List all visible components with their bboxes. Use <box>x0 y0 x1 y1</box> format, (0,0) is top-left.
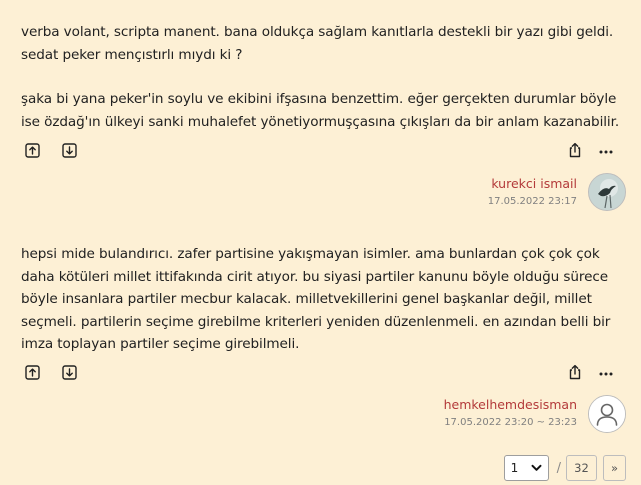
bird-avatar-icon <box>589 174 625 210</box>
more-button[interactable] <box>597 363 615 381</box>
more-icon <box>599 143 613 157</box>
more-icon <box>599 365 613 379</box>
entry-content <box>21 243 621 356</box>
entry-actions <box>21 141 625 159</box>
page-separator: / <box>556 460 561 476</box>
entry-actions <box>21 363 625 381</box>
next-page-button[interactable] <box>603 455 626 481</box>
downvote-button[interactable] <box>60 363 78 381</box>
share-icon <box>567 364 583 380</box>
author-name[interactable]: hemkelhemdesisman <box>443 397 577 412</box>
chevron-down-icon <box>531 464 542 472</box>
more-button[interactable] <box>597 141 615 159</box>
downvote-icon <box>62 365 77 380</box>
author-info <box>488 176 577 207</box>
page-select[interactable] <box>504 455 549 481</box>
next-page-label: » <box>610 461 619 475</box>
entry-date[interactable]: 17.05.2022 23:17 <box>487 196 577 207</box>
upvote-button[interactable] <box>23 141 41 159</box>
entry-paragraph: hepsi mide bulandırıcı. zafer partisine yakışmayan isimler. ama bunlardan çok çok çok daha kötüleri millet ittifakında cirit atıyor. bu siyasi partiler kanunu böyle olduğu sürece böyle insanlara partiler mecbur kalacak. milletvekillerini genel başkanlar değil, millet seçmeli. partilerin seçime girebilme kriterleri yeniden düzenlenmeli. en azından belli bir imza toplayan partiler seçime girebilmeli. <box>21 246 611 352</box>
author-name[interactable]: kurekci ismail <box>491 176 577 191</box>
entry-paragraph: şaka bi yana peker'in soylu ve ekibini ifşasına benzettim. eğer gerçekten durumlar böyle ise özdağ'ın ülkeyi sanki muhalefet yönetiyormuşçasına çıkışları da bir anlam kazanabilir. <box>21 91 620 130</box>
avatar[interactable] <box>588 173 626 211</box>
upvote-button[interactable] <box>23 363 41 381</box>
entry-date[interactable]: 17.05.2022 23:20 ~ 23:23 <box>444 417 577 428</box>
author-info <box>444 397 577 428</box>
entry <box>21 21 621 133</box>
pagination <box>504 455 626 481</box>
total-pages: 32 <box>574 461 589 475</box>
share-button[interactable] <box>566 363 584 381</box>
upvote-icon <box>25 143 40 158</box>
entry-paragraph: verba volant, scripta manent. bana oldukça sağlam kanıtlarla destekli bir yazı gibi geldi. sedat peker mençıstırlı mıydı ki ? <box>21 24 614 63</box>
entry-content <box>21 21 621 133</box>
downvote-icon <box>62 143 77 158</box>
entry <box>21 243 621 356</box>
avatar[interactable] <box>588 395 626 433</box>
share-button[interactable] <box>566 141 584 159</box>
upvote-icon <box>25 365 40 380</box>
last-page-button[interactable] <box>566 455 597 481</box>
user-default-icon <box>589 396 625 432</box>
downvote-button[interactable] <box>60 141 78 159</box>
share-icon <box>567 142 583 158</box>
page-select-value: 1 <box>510 461 519 475</box>
